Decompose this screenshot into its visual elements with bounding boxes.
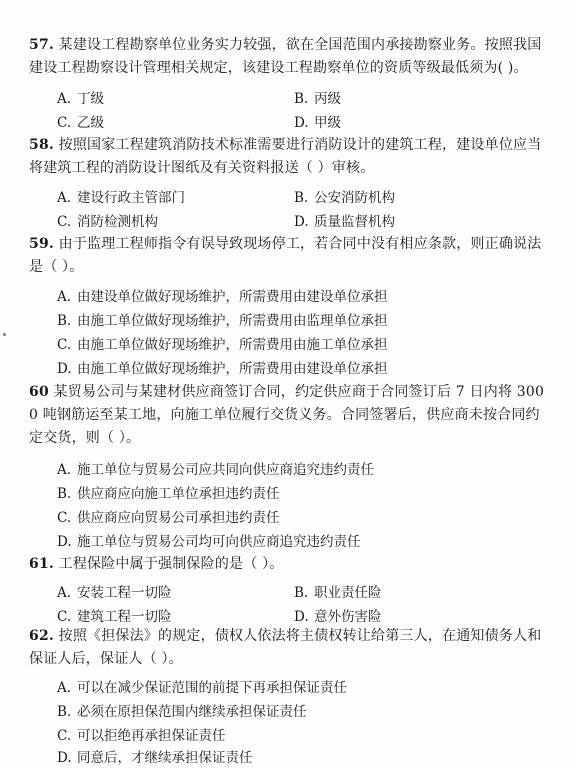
- question-text: 某贸易公司与某建材供应商签订合同，约定供应商于合同签订后 7 日内将 3000 吨钢筋运至某工地，向施工单位履行交货义务。合同签署后，供应商未按合同约定交货，则（ ）。: [29, 384, 545, 446]
- question-text: 由于监理工程师指令有误导致现场停工，若合同中没有相应条款，则正确说法是（ ）。: [29, 236, 542, 275]
- option-text: 可以在减少保证范围的前提下再承担保证责任: [77, 680, 347, 696]
- option-text: 公安消防机构: [314, 190, 395, 206]
- option-a: [57, 288, 388, 306]
- option-letter: D.: [57, 361, 72, 377]
- question-number: 59.: [29, 236, 54, 252]
- question-number: 58.: [29, 137, 54, 153]
- option-letter: A.: [57, 289, 72, 305]
- question-text: 工程保险中属于强制保险的是（ ）。: [58, 556, 284, 572]
- question-text: 按照《担保法》的规定，债权人依法将主债权转让给第三人，在通知债务人和保证人后，保证人（ ）。: [29, 628, 542, 667]
- option-text: 可以拒绝再承担保证责任: [77, 728, 226, 744]
- option-c: [57, 509, 280, 527]
- option-a: [57, 461, 374, 479]
- option-letter: A.: [57, 585, 72, 601]
- option-text: 安装工程一切险: [77, 585, 172, 601]
- option-c: [57, 213, 158, 231]
- option-letter: C.: [57, 510, 72, 526]
- option-letter: D.: [294, 115, 309, 131]
- option-letter: C.: [57, 337, 72, 353]
- option-text: 由施工单位做好现场维护，所需费用由监理单位承担: [77, 313, 388, 329]
- question-number: 57.: [29, 37, 54, 53]
- option-letter: A.: [57, 462, 72, 478]
- option-letter: B.: [294, 190, 309, 206]
- option-d: [294, 608, 382, 626]
- option-text: 由建设单位做好现场维护，所需费用由建设单位承担: [77, 289, 388, 305]
- option-letter: C.: [57, 115, 72, 131]
- option-letter: A.: [57, 190, 72, 206]
- option-letter: D.: [294, 214, 309, 230]
- option-text: 施工单位与贸易公司均可向供应商追究违约责任: [77, 534, 361, 550]
- option-c: [57, 336, 388, 354]
- option-letter: B.: [57, 313, 72, 329]
- option-letter: C.: [57, 609, 72, 625]
- option-a: [57, 679, 347, 697]
- option-letter: D.: [294, 609, 309, 625]
- question-stem: [29, 233, 549, 279]
- option-b: [57, 703, 307, 721]
- option-text: 建设行政主管部门: [77, 190, 185, 206]
- option-a: [57, 189, 185, 207]
- question-stem: [29, 381, 549, 450]
- option-letter: A.: [57, 91, 72, 107]
- question-stem: [29, 134, 549, 180]
- option-text: 施工单位与贸易公司应共同向供应商追究违约责任: [77, 462, 374, 478]
- option-c: [57, 727, 226, 745]
- option-d: [57, 533, 361, 551]
- option-b: [294, 189, 395, 207]
- question-number: 61.: [29, 556, 54, 572]
- question-text: 按照国家工程建筑消防技术标准需要进行消防设计的建筑工程，建设单位应当将建筑工程的消防设计图纸及有关资料报送（ ）审核。: [29, 137, 542, 176]
- option-letter: B.: [57, 486, 72, 502]
- option-d: [294, 213, 395, 231]
- option-text: 甲级: [314, 115, 341, 131]
- option-letter: A.: [57, 680, 72, 696]
- question-stem: [29, 625, 549, 671]
- option-b: [57, 485, 280, 503]
- option-text: 丙级: [314, 91, 341, 107]
- option-text: 同意后，才继续承担保证责任: [77, 750, 253, 766]
- option-b: [294, 584, 382, 602]
- option-a: [57, 90, 104, 108]
- option-text: 必须在原担保范围内继续承担保证责任: [77, 704, 307, 720]
- option-b: [294, 90, 341, 108]
- option-c: [57, 114, 104, 132]
- question-text: 某建设工程勘察单位业务实力较强，欲在全国范围内承接勘察业务。按照我国建设工程勘察设计管理相关规定，该建设工程勘察单位的资质等级最低须为( )。: [29, 37, 542, 76]
- option-a: [57, 584, 172, 602]
- option-text: 消防检测机构: [77, 214, 158, 230]
- question-stem: [29, 34, 549, 80]
- option-letter: D.: [57, 534, 72, 550]
- option-c: [57, 608, 172, 626]
- option-letter: C.: [57, 214, 72, 230]
- option-text: 供应商应向贸易公司承担违约责任: [77, 510, 280, 526]
- option-letter: D.: [57, 750, 72, 766]
- option-text: 丁级: [77, 91, 104, 107]
- question-number: 62.: [29, 628, 54, 644]
- option-b: [57, 312, 388, 330]
- option-text: 乙级: [77, 115, 104, 131]
- option-text: 由施工单位做好现场维护，所需费用由施工单位承担: [77, 337, 388, 353]
- question-stem: [29, 553, 549, 576]
- option-d: [57, 360, 388, 378]
- option-letter: C.: [57, 728, 72, 744]
- option-d: [57, 749, 253, 767]
- option-letter: B.: [294, 585, 309, 601]
- option-text: 意外伤害险: [314, 609, 382, 625]
- option-letter: B.: [57, 704, 72, 720]
- scan-speck: [3, 333, 6, 336]
- option-text: 职业责任险: [314, 585, 382, 601]
- option-letter: B.: [294, 91, 309, 107]
- option-text: 供应商应向施工单位承担违约责任: [77, 486, 280, 502]
- option-text: 建筑工程一切险: [77, 609, 172, 625]
- option-d: [294, 114, 341, 132]
- question-number: 60: [29, 384, 49, 400]
- option-text: 由施工单位做好现场维护，所需费用由建设单位承担: [77, 361, 388, 377]
- option-text: 质量监督机构: [314, 214, 395, 230]
